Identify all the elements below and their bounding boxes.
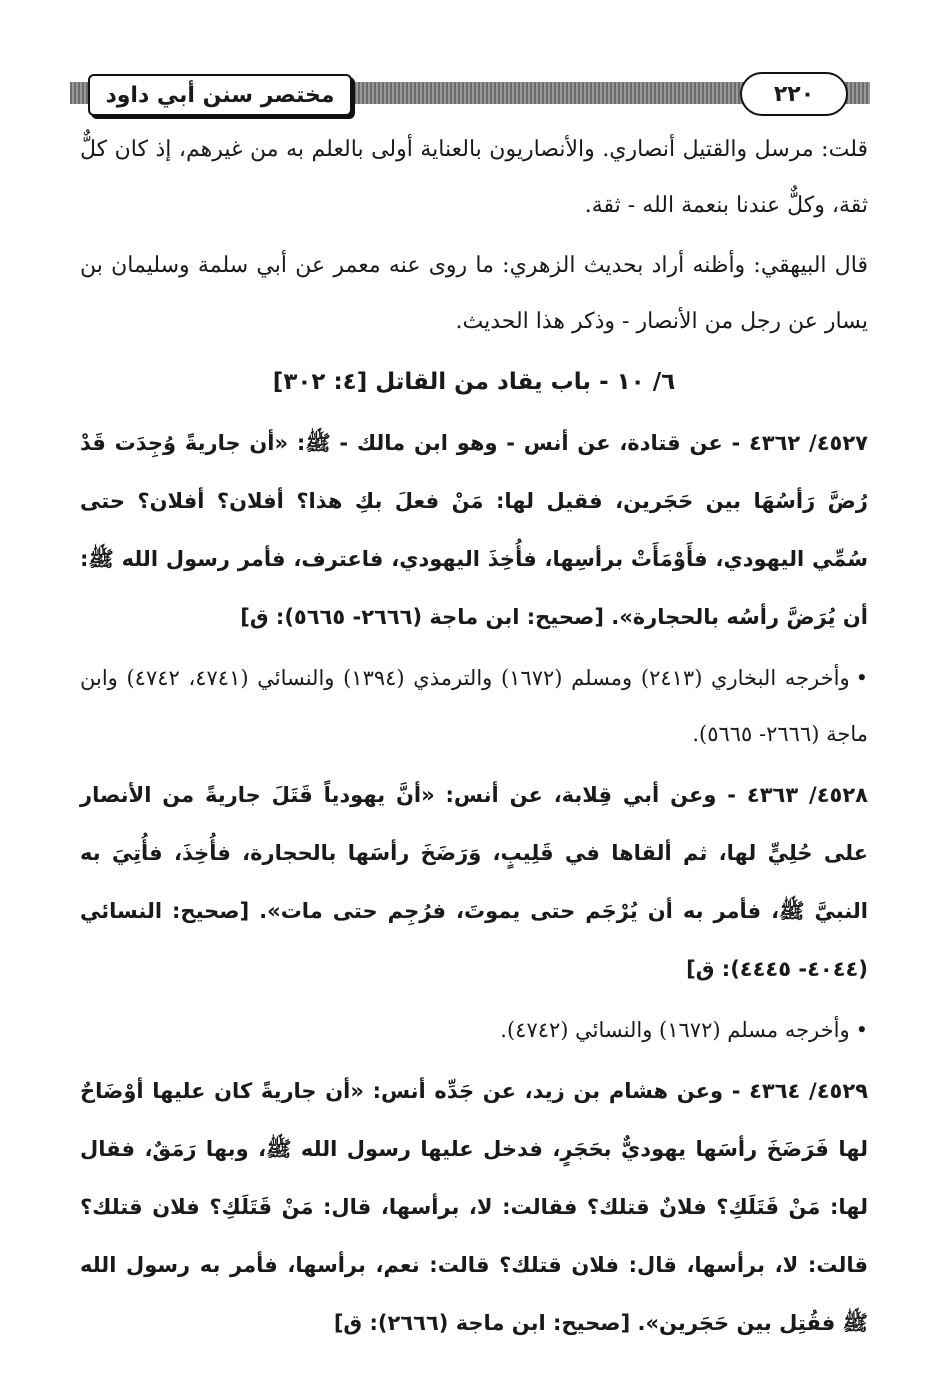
note-text: وأخرجه مسلم (١٦٧٢) والنسائي (٤٧٤٢). xyxy=(500,1018,850,1042)
hadith-number: ٤٥٢٧/ ٤٣٦٢ xyxy=(748,431,868,455)
hadith-note xyxy=(80,650,868,762)
hadith-4527 xyxy=(80,414,868,646)
hadith-number: ٤٥٢٨/ ٤٣٦٣ xyxy=(746,783,869,807)
hadith-4529 xyxy=(80,1062,868,1352)
hadith-note xyxy=(80,1002,868,1058)
book-title: مختصر سنن أبي داود xyxy=(88,74,352,116)
paragraph: قلت: مرسل والقتيل أنصاري. والأنصاريون بالعناية أولى بالعلم به من غيرهم، إذ كان كلٌّ ثقة، وكلٌّ عندنا بنعمة الله - ثقة. xyxy=(80,137,868,218)
hadith-4528 xyxy=(80,766,868,998)
chapter-heading: ٦/ ١٠ - باب يقاد من القاتل [٤: ٣٠٢] xyxy=(272,369,676,395)
bullet-icon: • xyxy=(855,666,868,690)
hadith-number: ٤٥٢٩/ ٤٣٦٤ xyxy=(749,1079,868,1103)
page-number: ٢٢٠ xyxy=(740,72,848,116)
hadith-text: - وعن هشام بن زيد، عن جَدِّه أنس: «أن جاريةً كان عليها أوْضَاحٌ لها فَرَضَخَ رأسَها يهوديٌّ بحَجَرٍ، فدخل عليها رسول الله ﷺ، وبها رَمَقٌ، فقال لها: مَنْ قَتَلَكِ؟ فلانٌ قتلك؟ فقالت: لا، برأسها، قال: مَنْ قَتَلَكِ؟ فلان قتلك؟ قالت: لا، برأسها، قال: فلان قتلك؟ قالت: نعم، برأسها، فأمر به رسول الله ﷺ فقُتِل بين حَجَرين». [صحيح: ابن ماجة (٢٦٦٦): ق] xyxy=(80,1079,868,1335)
paragraph: قال البيهقي: وأظنه أراد بحديث الزهري: ما روى عنه معمر عن أبي سلمة وسليمان بن يسار عن رجل من الأنصار - وذكر هذا الحديث. xyxy=(80,253,869,334)
note-text: وأخرجه البخاري (٢٤١٣) ومسلم (١٦٧٢) والترمذي (١٣٩٤) والنسائي (٤٧٤١، ٤٧٤٢) وابن ماجة (٢٦٦٦- ٥٦٦٥). xyxy=(80,666,868,746)
hadith-text: - عن قتادة، عن أنس - وهو ابن مالك - ﷺ: «أن جاريةً وُجِدَت قَدْ رُضَّ رَأسُهَا بين حَجَرين، فقيل لها: مَنْ فعلَ بكِ هذا؟ أفلان؟ أفلان؟ حتى سُمِّي اليهودي، فأَوْمَأَتْ برأسِها، فأُخِذَ اليهودي، فاعترف، فأمر رسول الله ﷺ: أن يُرَضَّ رأسُه بالحجارة». [صحيح: ابن ماجة (٢٦٦٦- ٥٦٦٥): ق] xyxy=(80,431,868,629)
bullet-icon: • xyxy=(855,1018,868,1042)
page-header xyxy=(70,70,870,118)
page-body xyxy=(80,122,868,1356)
hadith-text: - وعن أبي قِلابة، عن أنس: «أنَّ يهودياً قَتَلَ جاريةً من الأنصار على حُلِيٍّ لها، ثم ألقاها في قَلِيبٍ، وَرَضَخَ رأسَها بالحجارة، فأُخِذَ، فأُتِيَ به النبيَّ ﷺ، فأمر به أن يُرْجَم حتى يموتَ، فرُجِم حتى مات». [صحيح: النسائي (٤٠٤٤- ٤٤٤٥): ق] xyxy=(80,783,868,981)
